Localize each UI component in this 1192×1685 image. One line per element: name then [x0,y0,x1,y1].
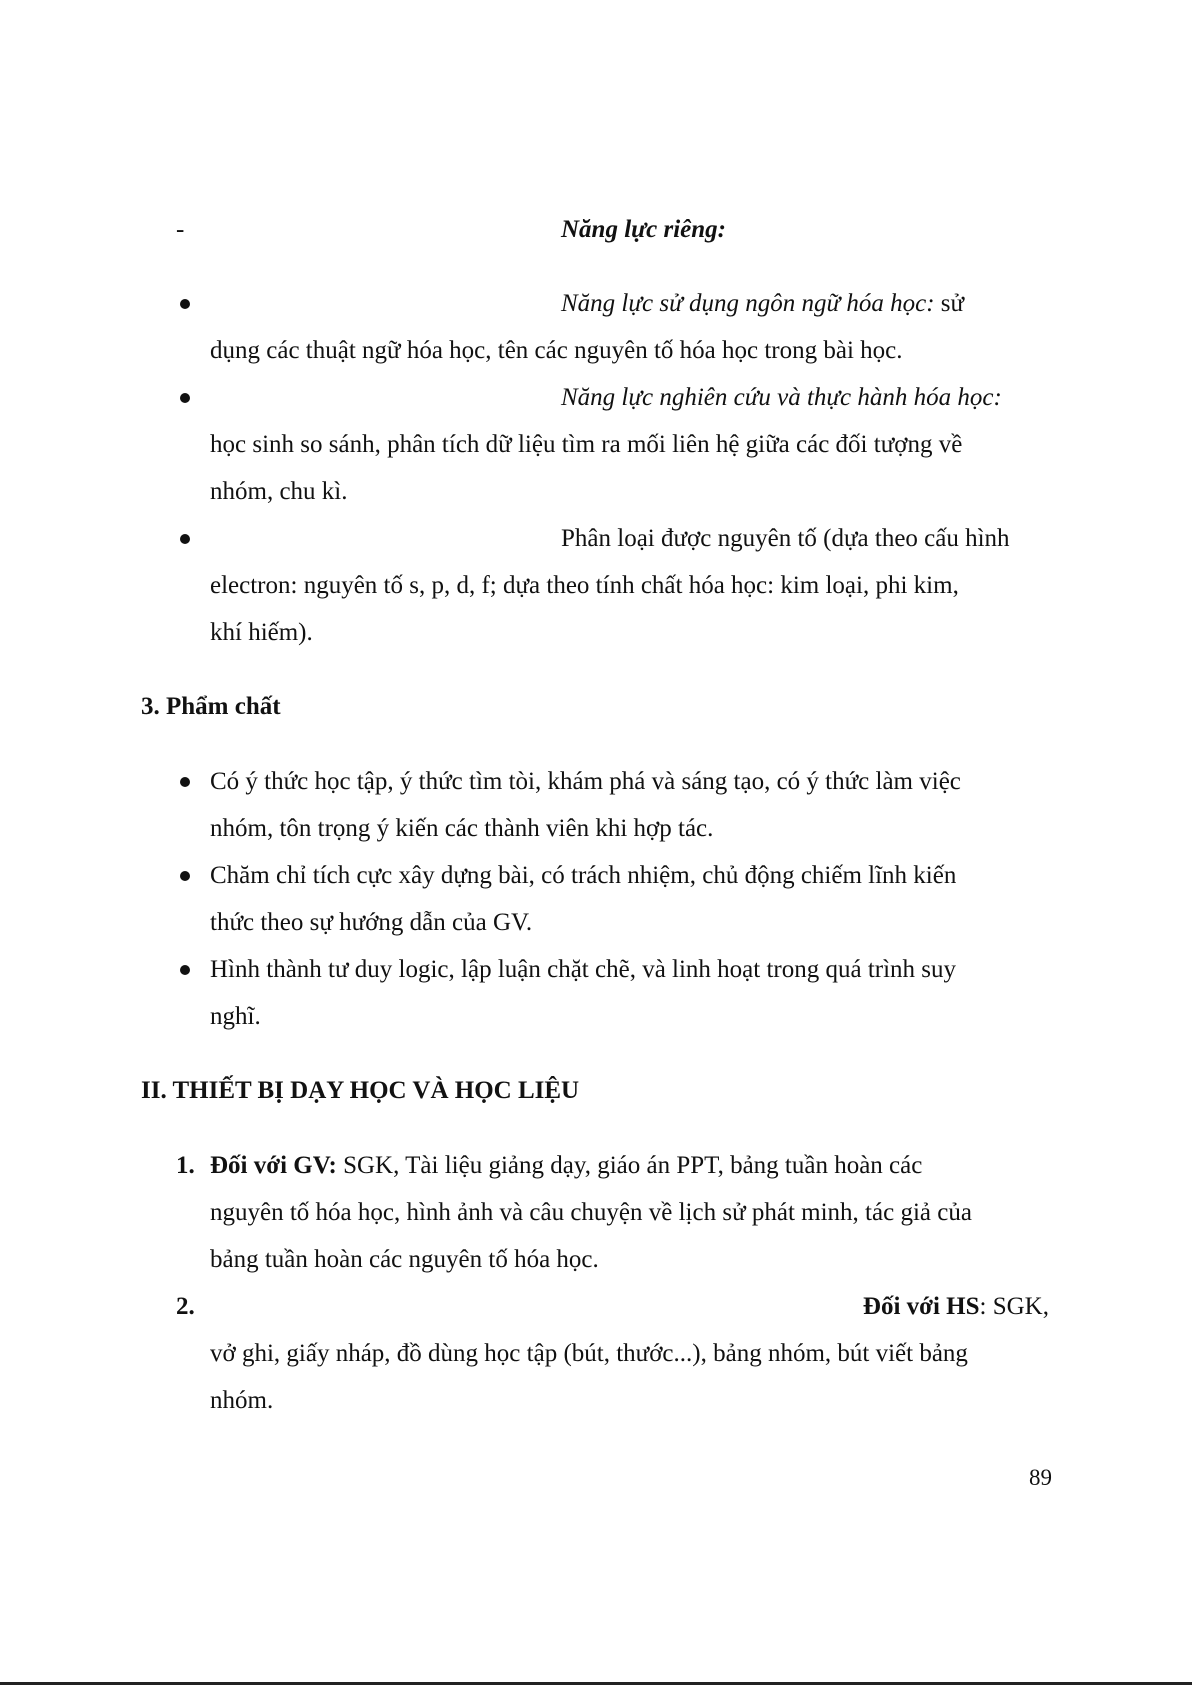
subsection-title: Năng lực riêng: [561,216,726,243]
list-item-label: Năng lực sử dụng ngôn ngữ hóa học: sử [561,290,965,317]
list-item-text: Chăm chỉ tích cực xây dựng bài, có trách nhiệm, chủ động chiếm lĩnh kiến [210,862,957,889]
list-item-text: nguyên tố hóa học, hình ảnh và câu chuyện về lịch sử phát minh, tác giả của [210,1199,972,1226]
list-number: 1. [176,1152,195,1179]
page-number: 89 [1029,1465,1052,1490]
list-item-label: Phân loại được nguyên tố (dựa theo cấu hình [561,525,1010,552]
list-item-text: electron: nguyên tố s, p, d, f; dựa theo tính chất hóa học: kim loại, phi kim, [210,572,959,599]
bullet-dot [180,534,190,544]
list-item-label: Năng lực nghiên cứu và thực hành hóa học: [561,384,1002,411]
list-item-text: nhóm, tôn trọng ý kiến các thành viên khi hợp tác. [210,815,714,842]
list-item-text: nhóm, chu kì. [210,478,348,505]
list-item-text: dụng các thuật ngữ hóa học, tên các nguyên tố hóa học trong bài học. [210,337,903,364]
bullet-dot [180,871,190,881]
section-heading: 3. Phẩm chất [141,693,281,720]
list-item-text: Hình thành tư duy logic, lập luận chặt chẽ, và linh hoạt trong quá trình suy [210,956,957,983]
list-item-text: vở ghi, giấy nháp, đồ dùng học tập (bút, thước...), bảng nhóm, bút viết bảng [210,1340,968,1367]
bullet-dot [180,299,190,309]
bullet-dot [180,777,190,787]
dash-marker: - [176,216,185,243]
list-item-text: nghĩ. [210,1003,261,1030]
list-item-text: bảng tuần hoàn các nguyên tố hóa học. [210,1246,599,1273]
list-item-text: học sinh so sánh, phân tích dữ liệu tìm ra mối liên hệ giữa các đối tượng về [210,431,963,458]
list-number: 2. [176,1293,195,1320]
bullet-dot [180,393,190,403]
list-item-text: Có ý thức học tập, ý thức tìm tòi, khám phá và sáng tạo, có ý thức làm việc [210,768,961,795]
bullet-dot [180,965,190,975]
list-item-text: khí hiếm). [210,619,313,646]
list-item-text: thức theo sự hướng dẫn của GV. [210,909,533,936]
list-item-text: Đối với GV: SGK, Tài liệu giảng dạy, giáo án PPT, bảng tuần hoàn các [210,1152,923,1179]
section-heading: II. THIẾT BỊ DẠY HỌC VÀ HỌC LIỆU [141,1077,580,1104]
list-item-text: Đối với HS: SGK, [862,1293,1049,1320]
list-item-text: nhóm. [210,1387,274,1414]
